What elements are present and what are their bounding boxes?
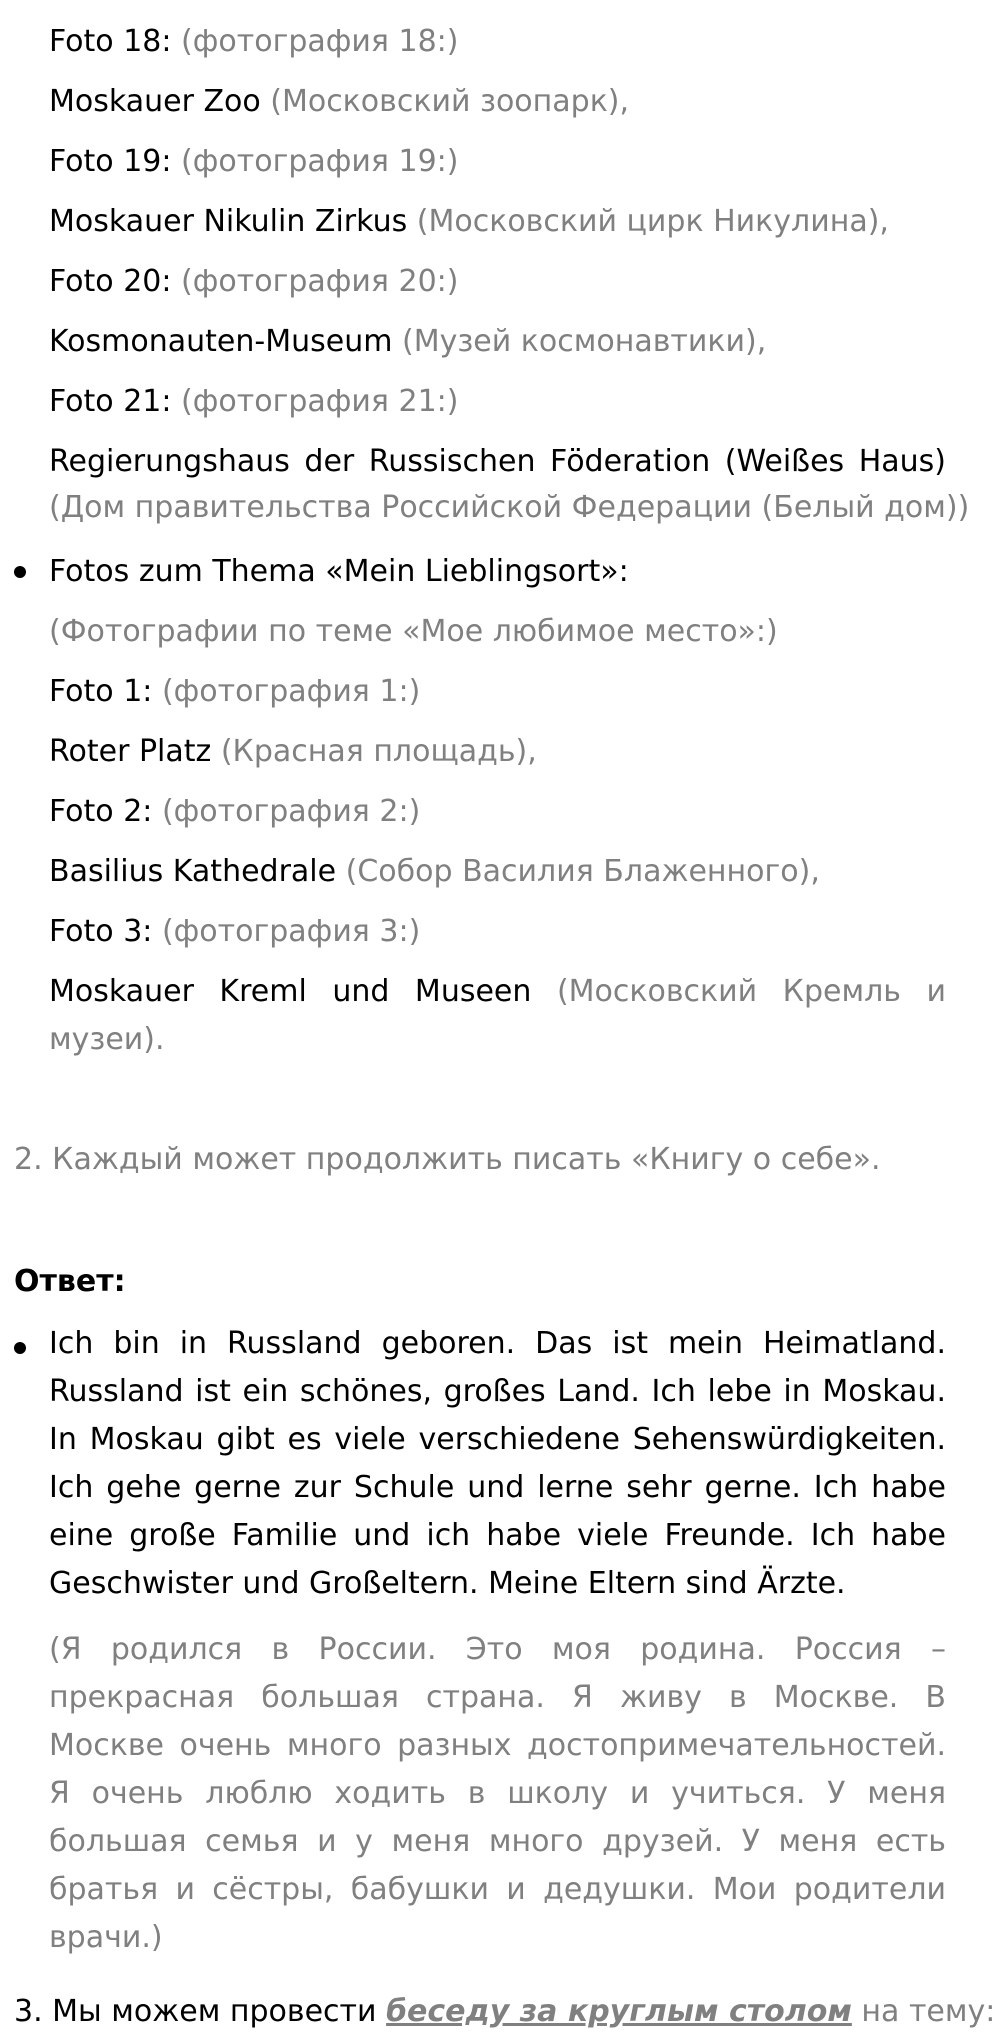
russian-translation: (фотография 19:): [181, 144, 459, 179]
german-text: Foto 19:: [49, 144, 172, 179]
russian-translation: (фотография 3:): [161, 914, 421, 949]
list-item: [49, 258, 946, 306]
answer-german-paragraph: Ich bin in Russland geboren. Das ist mein Heimatland. Russland ist ein schönes, großes Land. Ich lebe in Moskau. In Moskau gibt es viele verschiedene Sehenswürdigkeiten. Ich gehe gerne zur Schule und lerne sehr gerne. Ich habe eine große Familie und ich habe viele Freunde. Ich habe Geschwister und Großeltern. Meine Eltern sind Ärzte.: [49, 1326, 946, 1601]
russian-translation: (Фотографии по теме «Мое любимое место»:): [49, 614, 778, 649]
list-item: [49, 788, 946, 836]
answer-russian-paragraph: (Я родился в России. Это моя родина. Россия – прекрасная большая страна. Я живу в Москве. В Москве очень много разных достопримечательностей. Я очень люблю ходить в школу и учиться. У меня большая семья и у меня много друзей. У меня есть братья и сёстры, бабушки и дедушки. Мои родители врачи.): [49, 1632, 946, 1955]
section-heading: [49, 548, 946, 596]
list-item: [49, 438, 946, 486]
german-text: Roter Platz: [49, 734, 212, 769]
task-2: 2. Каждый может продолжить писать «Книгу о себе».: [14, 1142, 881, 1177]
russian-translation: (фотография 1:): [161, 674, 421, 709]
list-item: [49, 848, 946, 896]
german-text: Basilius Kathedrale: [49, 854, 337, 889]
section-heading-translation: [49, 608, 946, 656]
german-text: Fotos zum Thema «Mein Lieblingsort»:: [49, 554, 629, 589]
task-3-suffix: на тему:: [861, 1994, 995, 2029]
list-item: [49, 78, 946, 126]
list-item: [49, 198, 946, 246]
list-item: [49, 908, 946, 956]
list-item: [49, 968, 946, 1016]
list-item: [49, 1016, 946, 1064]
russian-translation: (фотография 21:): [181, 384, 459, 419]
german-text: Foto 2:: [49, 794, 153, 829]
russian-translation: (Московский Кремль и: [556, 974, 947, 1009]
russian-translation: (Красная площадь),: [220, 734, 537, 769]
list-item: [49, 318, 946, 366]
german-text: Moskauer Zoo: [49, 84, 261, 119]
list-item: [49, 378, 946, 426]
german-text: Foto 21:: [49, 384, 172, 419]
list-item: [49, 728, 946, 776]
german-text: Moskauer Nikulin Zirkus: [49, 204, 408, 239]
german-text: Foto 18:: [49, 24, 172, 59]
russian-translation: музеи).: [49, 1022, 165, 1057]
german-text: Foto 1:: [49, 674, 153, 709]
russian-translation: (фотография 2:): [161, 794, 421, 829]
round-table-link[interactable]: беседу за круглым столом: [386, 1994, 852, 2029]
list-item: [49, 18, 946, 66]
list-item: [49, 668, 946, 716]
russian-translation: (Московский зоопарк),: [270, 84, 630, 119]
bullet-icon: [14, 1342, 26, 1354]
list-item: [49, 138, 946, 186]
russian-translation: (фотография 20:): [181, 264, 459, 299]
task-3-prefix: 3. Мы можем провести: [14, 1994, 377, 2029]
russian-translation: (Музей космонавтики),: [401, 324, 767, 359]
german-text: Regierungshaus der Russischen Föderation (Weißes Haus): [49, 444, 946, 479]
german-text: Foto 20:: [49, 264, 172, 299]
german-text: Moskauer Kreml und Museen: [49, 974, 532, 1009]
russian-translation: (фотография 18:): [181, 24, 459, 59]
russian-translation: (Собор Василия Блаженного),: [345, 854, 820, 889]
answer-label: Ответ:: [14, 1264, 126, 1299]
bullet-icon: [14, 566, 26, 578]
russian-translation: (Дом правительства Российской Федерации (Белый дом)): [49, 490, 970, 525]
german-text: Kosmonauten-Museum: [49, 324, 393, 359]
russian-translation: (Московский цирк Никулина),: [416, 204, 889, 239]
task-3: [14, 1988, 995, 2036]
german-text: Foto 3:: [49, 914, 153, 949]
list-item: [49, 484, 970, 532]
